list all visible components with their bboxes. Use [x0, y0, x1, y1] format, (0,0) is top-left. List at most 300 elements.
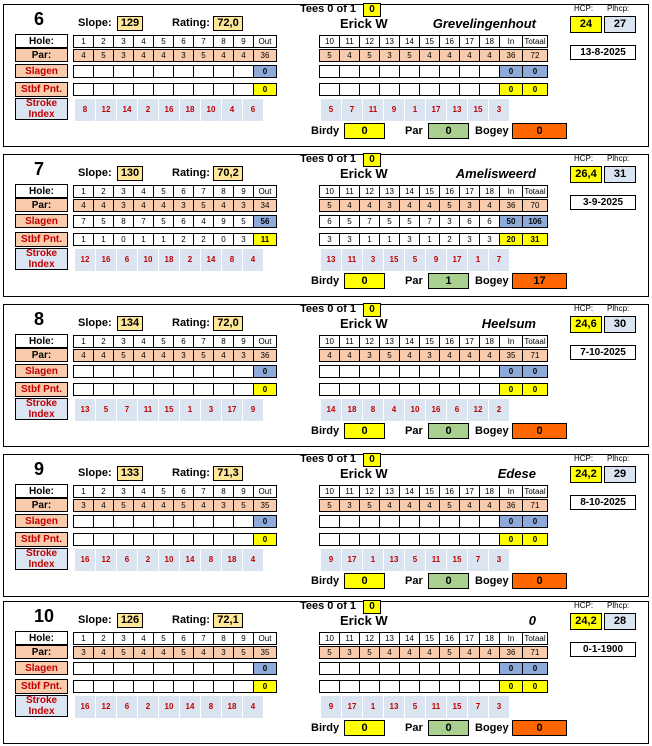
- slagen-row-label: Slagen: [15, 364, 68, 378]
- hole-out-row-cell: 9: [233, 632, 254, 645]
- slagen-in-row-cell[interactable]: [379, 65, 400, 78]
- par-in-row-cell: 4: [479, 349, 500, 362]
- stbf-in-row-cell: 3: [399, 233, 420, 246]
- stbf-out-row-cell: [73, 533, 94, 546]
- slagen-in-row-cell[interactable]: [459, 662, 480, 675]
- stbf-in-row-cell: [439, 680, 460, 693]
- slagen-in-row-cell[interactable]: [479, 65, 500, 78]
- slagen-out-row-cell[interactable]: 9: [213, 215, 234, 228]
- slagen-in-row-cell[interactable]: [319, 365, 340, 378]
- stroke-index-out-row-cell: 4: [243, 696, 263, 718]
- slagen-out-row-cell[interactable]: [173, 515, 194, 528]
- slagen-out-row-cell[interactable]: [213, 65, 234, 78]
- slagen-out-row-cell[interactable]: [93, 65, 114, 78]
- slagen-in-row-cell[interactable]: 0: [499, 515, 523, 528]
- slagen-out-row-cell[interactable]: [113, 365, 134, 378]
- hole-out-row-cell: 7: [193, 632, 214, 645]
- slagen-in-row: [320, 65, 548, 78]
- hole-row-label: Hole:: [15, 184, 68, 198]
- par-in-row-cell: 4: [419, 49, 440, 62]
- stbf-row-label: Stbf Pnt.: [15, 82, 68, 97]
- stbf-out-row-cell: [73, 383, 94, 396]
- slagen-in-row-cell[interactable]: [439, 515, 460, 528]
- stroke-index-out-row-cell: 18: [159, 249, 179, 271]
- hole-out-row-cell: 9: [233, 485, 254, 498]
- par-in-row-cell: 4: [479, 646, 500, 659]
- stroke-index-in-row-cell: 6: [447, 399, 467, 421]
- slagen-in-row-cell[interactable]: [459, 365, 480, 378]
- birdy-value: 0: [344, 720, 385, 736]
- plhcp-value: 28: [604, 613, 636, 630]
- slagen-in-row-cell[interactable]: [339, 515, 360, 528]
- hole-out-row-cell: 5: [153, 632, 174, 645]
- slagen-in-row-cell[interactable]: [379, 662, 400, 675]
- slagen-out-row-cell[interactable]: [113, 662, 134, 675]
- stbf-out-row-cell: [93, 533, 114, 546]
- par-out-row-cell: 4: [213, 349, 234, 362]
- slagen-in-row-cell[interactable]: 3: [439, 215, 460, 228]
- stbf-in-row-cell: [399, 83, 420, 96]
- stbf-in-row-cell: [419, 533, 440, 546]
- slagen-in-row-cell[interactable]: 6: [319, 215, 340, 228]
- stbf-in-row-cell: [459, 383, 480, 396]
- stroke-index-out-row-cell: 14: [201, 249, 221, 271]
- par-out-row-cell: 36: [253, 349, 277, 362]
- par-in-row-cell: 3: [379, 199, 400, 212]
- stroke-index-in-row-cell: 1: [363, 549, 383, 571]
- slagen-in-row-cell[interactable]: 0: [522, 515, 548, 528]
- stbf-in-row-cell: [379, 533, 400, 546]
- slagen-out-row-cell[interactable]: 56: [253, 215, 277, 228]
- hole-out-row: [74, 335, 277, 348]
- par-in-row-cell: 4: [379, 499, 400, 512]
- slagen-out-row-cell[interactable]: [233, 515, 254, 528]
- stroke-index-out-row-cell: 12: [96, 696, 116, 718]
- slagen-in-row-cell[interactable]: [439, 65, 460, 78]
- round-number: 9: [34, 459, 45, 479]
- slagen-out-row-cell[interactable]: 7: [73, 215, 94, 228]
- hcp-label: HCP:: [574, 601, 594, 610]
- slagen-in-row-cell[interactable]: 7: [359, 215, 380, 228]
- par-out-row-cell: 5: [113, 499, 134, 512]
- birdy-value: 0: [344, 573, 385, 589]
- slagen-out-row-cell[interactable]: [113, 65, 134, 78]
- par-out-row-cell: 4: [233, 49, 254, 62]
- slagen-out-row-cell[interactable]: [193, 65, 214, 78]
- hole-out-row-cell: 6: [173, 632, 194, 645]
- stbf-in-row-cell: 20: [499, 233, 523, 246]
- slagen-out-row-cell[interactable]: [133, 65, 154, 78]
- slagen-in-row-cell[interactable]: [379, 515, 400, 528]
- stbf-row-label: Stbf Pnt.: [15, 532, 68, 547]
- slagen-in-row-cell[interactable]: [339, 65, 360, 78]
- slope-value: 134: [117, 316, 143, 331]
- hcp-value: 24,2: [570, 466, 602, 483]
- scorecard-7: [3, 154, 649, 297]
- slagen-out-row-cell[interactable]: 0: [253, 662, 277, 675]
- stroke-index-out-row-cell: 6: [117, 249, 137, 271]
- slagen-in-row-cell[interactable]: [419, 515, 440, 528]
- slagen-out-row-cell[interactable]: [213, 365, 234, 378]
- slagen-in-row-cell[interactable]: [479, 365, 500, 378]
- stbf-out-row-cell: 1: [93, 233, 114, 246]
- stbf-out-row-cell: [133, 83, 154, 96]
- tees-value: 0: [363, 303, 381, 317]
- par-in-row-cell: 5: [319, 499, 340, 512]
- slagen-out-row-cell[interactable]: [133, 515, 154, 528]
- par-out-row-cell: 4: [93, 199, 114, 212]
- date-value: 13-8-2025: [570, 45, 636, 60]
- slagen-out-row-cell[interactable]: [213, 662, 234, 675]
- hole-out-row-cell: 1: [73, 485, 94, 498]
- slagen-out-row-cell[interactable]: [233, 65, 254, 78]
- slagen-in-row-cell[interactable]: [459, 515, 480, 528]
- stroke-index-in-row-cell: 11: [342, 249, 362, 271]
- par-in-row-cell: 3: [379, 49, 400, 62]
- par-in-row-cell: 4: [419, 199, 440, 212]
- par-out-row-cell: 4: [73, 199, 94, 212]
- stbf-row-label: Stbf Pnt.: [15, 232, 68, 247]
- rating-label: Rating:: [172, 614, 210, 626]
- stbf-in-row-cell: 0: [522, 680, 548, 693]
- hole-in-row-cell: 10: [319, 185, 340, 198]
- tees-label: Tees 0 of 1: [300, 3, 357, 15]
- hole-out-row-cell: 9: [233, 35, 254, 48]
- slagen-in-row-cell[interactable]: [439, 365, 460, 378]
- slagen-out-row-cell[interactable]: [173, 365, 194, 378]
- slagen-in-row-cell[interactable]: 5: [399, 215, 420, 228]
- hole-in-row-cell: 10: [319, 335, 340, 348]
- par-in-row-cell: 4: [399, 646, 420, 659]
- slagen-in-row-cell[interactable]: 7: [419, 215, 440, 228]
- stroke-index-in-row-cell: 13: [384, 696, 404, 718]
- slagen-in-row-cell[interactable]: [479, 662, 500, 675]
- slagen-in-row-cell[interactable]: 0: [522, 365, 548, 378]
- hole-in-row-cell: 13: [379, 35, 400, 48]
- hole-out-row-cell: 6: [173, 485, 194, 498]
- slagen-in-row-cell[interactable]: 0: [499, 662, 523, 675]
- slagen-in-row-cell[interactable]: [339, 662, 360, 675]
- hole-out-row-cell: 1: [73, 632, 94, 645]
- stroke-index-in-row-cell: 5: [405, 696, 425, 718]
- hole-out-row-cell: Out: [253, 335, 277, 348]
- slagen-out-row: [74, 515, 277, 528]
- par-in-row-cell: 70: [522, 199, 548, 212]
- slagen-in-row-cell[interactable]: [359, 65, 380, 78]
- par-in-row-cell: 4: [479, 199, 500, 212]
- slagen-out-row-cell[interactable]: [233, 365, 254, 378]
- bogey-value: 0: [512, 573, 567, 589]
- slagen-out-row-cell[interactable]: [193, 365, 214, 378]
- stbf-out-row-cell: [93, 383, 114, 396]
- slagen-out-row: [74, 365, 277, 378]
- par-out-row-cell: 3: [73, 646, 94, 659]
- stbf-in-row-cell: [359, 680, 380, 693]
- slagen-in-row-cell[interactable]: [319, 662, 340, 675]
- stbf-out-row: [74, 233, 277, 246]
- hole-in-row-cell: 13: [379, 335, 400, 348]
- stroke-index-row-label: Stroke Index: [15, 248, 68, 270]
- slagen-in-row-cell[interactable]: [459, 65, 480, 78]
- slagen-in-row-cell[interactable]: [359, 365, 380, 378]
- stroke-index-out-row: [75, 99, 264, 121]
- slagen-in-row-cell[interactable]: [479, 515, 500, 528]
- birdy-value: 0: [344, 423, 385, 439]
- slagen-in-row-cell[interactable]: 0: [522, 65, 548, 78]
- slagen-out-row-cell[interactable]: 5: [233, 215, 254, 228]
- stbf-out-row-cell: 3: [233, 233, 254, 246]
- stroke-index-out-row-cell: 12: [96, 549, 116, 571]
- slagen-out-row-cell[interactable]: [153, 65, 174, 78]
- hole-out-row-cell: 2: [93, 35, 114, 48]
- slagen-out-row-cell[interactable]: [73, 65, 94, 78]
- slagen-in-row-cell[interactable]: 0: [522, 662, 548, 675]
- stbf-in-row-cell: [379, 680, 400, 693]
- slagen-out-row-cell[interactable]: [153, 662, 174, 675]
- par-in-row-cell: 3: [359, 349, 380, 362]
- par-out-row-cell: 3: [213, 646, 234, 659]
- par-out-row-cell: 36: [253, 49, 277, 62]
- stroke-index-out-row-cell: 16: [159, 99, 179, 121]
- slagen-out-row-cell[interactable]: [213, 515, 234, 528]
- par-out-row-cell: 5: [173, 499, 194, 512]
- slagen-out-row-cell[interactable]: [73, 365, 94, 378]
- slagen-in-row-cell[interactable]: [419, 662, 440, 675]
- slagen-out-row-cell[interactable]: [233, 662, 254, 675]
- rating-label: Rating:: [172, 317, 210, 329]
- slagen-out-row-cell[interactable]: 5: [153, 215, 174, 228]
- slagen-out-row-cell[interactable]: [113, 515, 134, 528]
- slagen-out-row-cell[interactable]: 0: [253, 515, 277, 528]
- hole-out-row-cell: 8: [213, 185, 234, 198]
- stroke-index-out-row-cell: 5: [96, 399, 116, 421]
- slagen-in-row-cell[interactable]: [319, 515, 340, 528]
- stroke-index-out-row-cell: 16: [75, 696, 95, 718]
- par-in-row-cell: 4: [359, 199, 380, 212]
- stbf-in-row-cell: 0: [522, 383, 548, 396]
- stroke-index-in-row: [321, 99, 510, 121]
- stroke-index-out-row-cell: 6: [117, 696, 137, 718]
- slagen-out-row-cell[interactable]: 7: [133, 215, 154, 228]
- par-row-label: Par:: [15, 198, 68, 212]
- stbf-out-row-cell: [153, 83, 174, 96]
- stbf-out-row-cell: [173, 680, 194, 693]
- stroke-index-in-row-cell: 16: [426, 399, 446, 421]
- par-out-row-cell: 3: [173, 49, 194, 62]
- slagen-in-row-cell[interactable]: 50: [499, 215, 523, 228]
- stbf-in-row-cell: [439, 533, 460, 546]
- stroke-index-out-row-cell: 8: [222, 249, 242, 271]
- bogey-value: 0: [512, 123, 567, 139]
- slagen-out-row-cell[interactable]: [93, 662, 114, 675]
- date-value: 8-10-2025: [570, 495, 636, 510]
- stroke-index-out-row: [75, 399, 264, 421]
- hole-in-row-cell: 13: [379, 632, 400, 645]
- slagen-in-row-cell[interactable]: 106: [522, 215, 548, 228]
- stbf-out-row-cell: [93, 680, 114, 693]
- slagen-out-row-cell[interactable]: 0: [253, 365, 277, 378]
- par-in-row-cell: 5: [359, 49, 380, 62]
- slagen-out-row-cell[interactable]: [193, 662, 214, 675]
- hole-out-row-cell: 8: [213, 632, 234, 645]
- stroke-index-in-row-cell: 3: [489, 549, 509, 571]
- stbf-in-row-cell: [359, 533, 380, 546]
- stroke-index-in-row-cell: 4: [384, 399, 404, 421]
- stbf-in-row: [320, 233, 548, 246]
- stroke-index-in-row-cell: 15: [384, 249, 404, 271]
- slagen-out-row-cell[interactable]: 8: [113, 215, 134, 228]
- par-in-row-cell: 4: [479, 499, 500, 512]
- stroke-index-in-row-cell: 11: [426, 696, 446, 718]
- stroke-index-in-row-cell: 1: [405, 99, 425, 121]
- stroke-index-in-row-cell: 5: [321, 99, 341, 121]
- slagen-out-row-cell[interactable]: [173, 65, 194, 78]
- slagen-in-row-cell[interactable]: [399, 515, 420, 528]
- stbf-in-row-cell: 31: [522, 233, 548, 246]
- slagen-in-row-cell[interactable]: 5: [339, 215, 360, 228]
- par-in-row-cell: 5: [319, 646, 340, 659]
- stroke-index-in-row-cell: 1: [363, 696, 383, 718]
- scorecard-10: [3, 601, 649, 744]
- slagen-in-row-cell[interactable]: [359, 662, 380, 675]
- hole-in-row-cell: 16: [439, 185, 460, 198]
- stbf-out-row-cell: [73, 680, 94, 693]
- stbf-out-row-cell: [193, 533, 214, 546]
- slagen-in-row-cell[interactable]: [399, 365, 420, 378]
- slagen-in-row-cell[interactable]: [379, 365, 400, 378]
- round-number: 7: [34, 159, 45, 179]
- hole-in-row-cell: 17: [459, 35, 480, 48]
- hole-out-row-cell: 9: [233, 185, 254, 198]
- slagen-out-row-cell[interactable]: 0: [253, 65, 277, 78]
- slagen-in-row: [320, 515, 548, 528]
- slagen-in-row-cell[interactable]: 0: [499, 65, 523, 78]
- bogey-value: 0: [512, 423, 567, 439]
- par-out-row-cell: 4: [213, 49, 234, 62]
- stroke-index-in-row: [321, 399, 510, 421]
- stroke-index-out-row-cell: 2: [138, 696, 158, 718]
- hole-row-label: Hole:: [15, 34, 68, 48]
- stroke-index-in-row-cell: 9: [321, 549, 341, 571]
- stbf-out-row-cell: [113, 83, 134, 96]
- slagen-in-row-cell[interactable]: 6: [479, 215, 500, 228]
- hole-out-row-cell: 7: [193, 335, 214, 348]
- player-name: Erick W: [340, 613, 388, 628]
- stroke-index-out-row-cell: 14: [180, 549, 200, 571]
- date-value: 0-1-1900: [570, 642, 636, 657]
- player-name: Erick W: [340, 466, 388, 481]
- slagen-out-row-cell[interactable]: 5: [93, 215, 114, 228]
- par-out-row-cell: 3: [233, 199, 254, 212]
- slagen-out-row-cell[interactable]: 4: [193, 215, 214, 228]
- hole-out-row-cell: Out: [253, 185, 277, 198]
- stroke-index-out-row-cell: 11: [138, 399, 158, 421]
- par-in-row-cell: 4: [379, 646, 400, 659]
- tees-value: 0: [363, 153, 381, 167]
- slagen-in-row-cell[interactable]: 6: [459, 215, 480, 228]
- player-name: Erick W: [340, 16, 388, 31]
- slagen-in-row-cell[interactable]: [319, 65, 340, 78]
- slagen-out-row-cell[interactable]: [133, 662, 154, 675]
- slagen-in-row-cell[interactable]: [339, 365, 360, 378]
- stroke-index-in-row-cell: 9: [426, 249, 446, 271]
- slagen-row-label: Slagen: [15, 214, 68, 228]
- slagen-in-row-cell[interactable]: 5: [379, 215, 400, 228]
- stroke-index-in-row-cell: 12: [468, 399, 488, 421]
- par-in-row-cell: 4: [399, 199, 420, 212]
- stbf-out-row-cell: [133, 383, 154, 396]
- hole-in-row-cell: 18: [479, 632, 500, 645]
- stbf-out-row-cell: [193, 83, 214, 96]
- round-number: 10: [34, 606, 55, 626]
- stroke-index-in-row-cell: 15: [447, 549, 467, 571]
- hole-in-row-cell: 10: [319, 485, 340, 498]
- hole-out-row-cell: 3: [113, 335, 134, 348]
- slagen-out-row-cell[interactable]: [73, 515, 94, 528]
- stroke-index-in-row-cell: 13: [384, 549, 404, 571]
- hole-in-row-cell: 17: [459, 485, 480, 498]
- slagen-in-row-cell[interactable]: [359, 515, 380, 528]
- par-in-row: [320, 49, 548, 62]
- slagen-out-row-cell[interactable]: [173, 662, 194, 675]
- slagen-out-row-cell[interactable]: 6: [173, 215, 194, 228]
- stroke-index-in-row-cell: 17: [447, 249, 467, 271]
- slagen-in-row-cell[interactable]: [419, 365, 440, 378]
- stroke-index-in-row-cell: 17: [342, 696, 362, 718]
- slagen-out-row-cell[interactable]: [193, 515, 214, 528]
- slagen-out-row-cell[interactable]: [153, 365, 174, 378]
- hole-in-row: [320, 185, 548, 198]
- stroke-index-row-label: Stroke Index: [15, 548, 68, 570]
- stbf-out-row: [74, 83, 277, 96]
- par-out-row: [74, 49, 277, 62]
- stbf-in-row-cell: [479, 680, 500, 693]
- slagen-out-row-cell[interactable]: [133, 365, 154, 378]
- slagen-in-row-cell[interactable]: [439, 662, 460, 675]
- hcp-value: 24,6: [570, 316, 602, 333]
- hole-in-row-cell: In: [499, 485, 523, 498]
- par-in-row-cell: 71: [522, 646, 548, 659]
- slagen-out-row-cell[interactable]: [153, 515, 174, 528]
- hole-in-row-cell: 16: [439, 35, 460, 48]
- par-in-row-cell: 36: [499, 199, 523, 212]
- stbf-in-row-cell: [479, 533, 500, 546]
- par-row-label: Par:: [15, 348, 68, 362]
- slagen-in-row-cell[interactable]: [399, 662, 420, 675]
- hole-in-row-cell: 15: [419, 335, 440, 348]
- hole-out-row-cell: Out: [253, 632, 277, 645]
- bogey-label: Bogey: [475, 722, 509, 734]
- slagen-in-row-cell[interactable]: [419, 65, 440, 78]
- slagen-out-row-cell[interactable]: [93, 515, 114, 528]
- par-in-row-cell: 4: [399, 349, 420, 362]
- stroke-index-in-row: [321, 549, 510, 571]
- par-in-row-cell: 3: [459, 199, 480, 212]
- slagen-in-row-cell[interactable]: [399, 65, 420, 78]
- hole-out-row: [74, 485, 277, 498]
- par-out-row-cell: 3: [113, 49, 134, 62]
- par-in-row-cell: 4: [439, 349, 460, 362]
- slagen-out-row-cell[interactable]: [73, 662, 94, 675]
- slagen-in-row-cell[interactable]: 0: [499, 365, 523, 378]
- date-value: 3-9-2025: [570, 195, 636, 210]
- player-name: Erick W: [340, 316, 388, 331]
- round-number: 6: [34, 9, 45, 29]
- slagen-out-row-cell[interactable]: [93, 365, 114, 378]
- stroke-index-out-row-cell: 14: [180, 696, 200, 718]
- slope-value: 130: [117, 166, 143, 181]
- stbf-out-row-cell: 1: [133, 233, 154, 246]
